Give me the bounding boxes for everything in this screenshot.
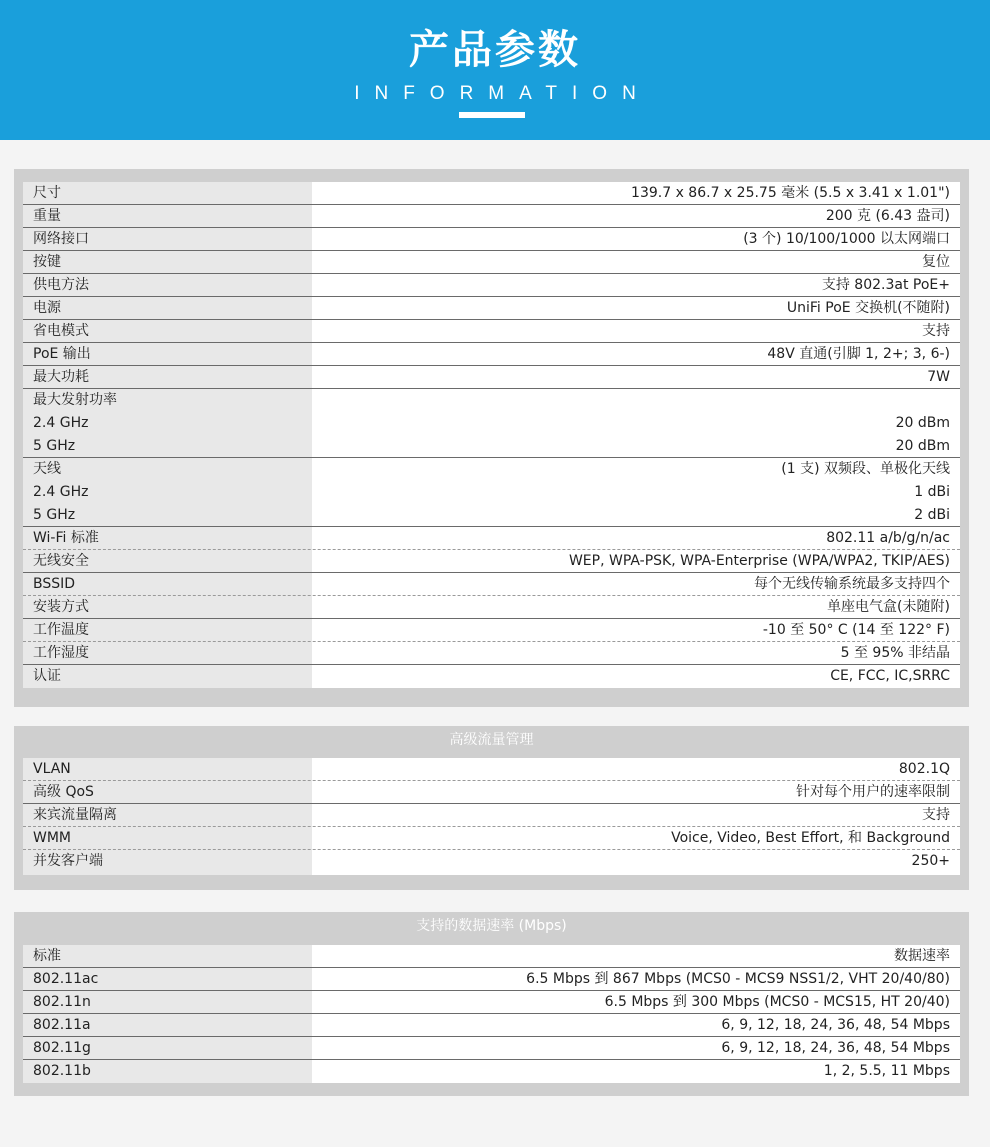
spec-value: 单座电气盒(未随附) bbox=[827, 599, 950, 615]
traffic-row bbox=[23, 827, 960, 850]
spec-row bbox=[23, 573, 960, 596]
spec-label: 2.4 GHz bbox=[33, 415, 89, 431]
spec-label: 最大发射功率 bbox=[33, 392, 117, 408]
spec-label: 工作湿度 bbox=[33, 645, 89, 661]
traffic-panel-title: 高级流量管理 bbox=[449, 732, 534, 748]
spec-row bbox=[23, 435, 960, 458]
spec-value: UniFi PoE 交换机(不随附) bbox=[786, 300, 950, 316]
spec-value: 48V 直通(引脚 1, 2+; 3, 6-) bbox=[767, 346, 950, 362]
spec-row bbox=[23, 343, 960, 366]
spec-label: 网络接口 bbox=[33, 231, 89, 247]
rates-label: 802.11b bbox=[33, 1063, 91, 1079]
spec-row bbox=[23, 504, 960, 527]
spec-row bbox=[23, 619, 960, 642]
rates-label: 802.11a bbox=[33, 1017, 91, 1033]
page-title: 产品参数 bbox=[409, 27, 581, 73]
spec-value: 5 至 95% 非结晶 bbox=[840, 645, 950, 661]
traffic-row bbox=[23, 781, 960, 804]
traffic-row bbox=[23, 804, 960, 827]
spec-label: 重量 bbox=[33, 208, 61, 224]
spec-row bbox=[23, 182, 960, 205]
spec-label: BSSID bbox=[33, 576, 76, 592]
spec-label: 尺寸 bbox=[33, 185, 61, 201]
spec-row bbox=[23, 665, 960, 688]
spec-label: 电源 bbox=[33, 300, 61, 316]
rates-panel-title: 支持的数据速率 (Mbps) bbox=[416, 918, 567, 934]
traffic-label: VLAN bbox=[33, 761, 71, 777]
spec-row bbox=[23, 297, 960, 320]
spec-label: PoE 输出 bbox=[33, 346, 91, 362]
spec-label: 5 GHz bbox=[33, 507, 76, 523]
spec-value: 支持 bbox=[922, 323, 950, 339]
rates-value: 1, 2, 5.5, 11 Mbps bbox=[823, 1063, 950, 1079]
rates-value: 6.5 Mbps 到 300 Mbps (MCS0 - MCS15, HT 20/40) bbox=[604, 994, 950, 1010]
rates-label: 802.11n bbox=[33, 994, 91, 1010]
rates-value: 数据速率 bbox=[894, 948, 950, 964]
spec-value: (3 个) 10/100/1000 以太网端口 bbox=[743, 231, 950, 247]
traffic-value: 针对每个用户的速率限制 bbox=[796, 784, 950, 800]
rates-label: 标准 bbox=[33, 948, 61, 964]
spec-row bbox=[23, 320, 960, 343]
spec-value: 7W bbox=[927, 369, 950, 385]
rates-label: 802.11g bbox=[33, 1040, 91, 1056]
spec-row bbox=[23, 366, 960, 389]
traffic-row bbox=[23, 850, 960, 875]
traffic-label: 并发客户端 bbox=[33, 853, 103, 869]
spec-row bbox=[23, 412, 960, 435]
spec-value: 2 dBi bbox=[914, 507, 950, 523]
spec-label: 安装方式 bbox=[33, 599, 89, 615]
rates-value: 6, 9, 12, 18, 24, 36, 48, 54 Mbps bbox=[721, 1040, 950, 1056]
rates-row bbox=[23, 968, 960, 991]
rates-row bbox=[23, 945, 960, 968]
traffic-value: 支持 bbox=[922, 807, 950, 823]
rates-panel bbox=[14, 912, 969, 1096]
spec-label: 无线安全 bbox=[33, 553, 89, 569]
traffic-label: WMM bbox=[33, 830, 72, 846]
traffic-panel bbox=[14, 726, 969, 890]
spec-value: 每个无线传输系统最多支持四个 bbox=[754, 576, 950, 592]
spec-label: 按键 bbox=[33, 254, 61, 270]
spec-row bbox=[23, 205, 960, 228]
rates-row bbox=[23, 991, 960, 1014]
spec-label: 工作温度 bbox=[33, 622, 89, 638]
specs-table bbox=[23, 182, 960, 688]
spec-label: 天线 bbox=[33, 461, 61, 477]
rates-value: 6, 9, 12, 18, 24, 36, 48, 54 Mbps bbox=[721, 1017, 950, 1033]
spec-value: 802.11 a/b/g/n/ac bbox=[826, 530, 950, 546]
rates-row bbox=[23, 1060, 960, 1083]
spec-label: 最大功耗 bbox=[33, 369, 89, 385]
spec-value: 支持 802.3at PoE+ bbox=[821, 277, 950, 293]
spec-value: 20 dBm bbox=[895, 415, 950, 431]
spec-row bbox=[23, 251, 960, 274]
traffic-row bbox=[23, 758, 960, 781]
spec-value: (1 支) 双频段、单极化天线 bbox=[781, 461, 950, 477]
spec-row bbox=[23, 550, 960, 573]
traffic-label: 高级 QoS bbox=[33, 784, 94, 800]
spec-row bbox=[23, 527, 960, 550]
spec-value: 20 dBm bbox=[895, 438, 950, 454]
spec-row bbox=[23, 458, 960, 481]
spec-row bbox=[23, 274, 960, 297]
spec-row bbox=[23, 228, 960, 251]
traffic-label: 来宾流量隔离 bbox=[33, 807, 117, 823]
page-subtitle: INFORMATION bbox=[354, 83, 651, 104]
spec-value: 200 克 (6.43 盎司) bbox=[825, 208, 950, 224]
rates-table bbox=[23, 945, 960, 1083]
spec-value: -10 至 50° C (14 至 122° F) bbox=[762, 622, 950, 638]
spec-row bbox=[23, 389, 960, 412]
spec-value: 139.7 x 86.7 x 25.75 毫米 (5.5 x 3.41 x 1.01") bbox=[631, 185, 950, 201]
rates-value: 6.5 Mbps 到 867 Mbps (MCS0 - MCS9 NSS1/2, VHT 20/40/80) bbox=[526, 971, 950, 987]
traffic-value: 250+ bbox=[911, 853, 950, 869]
spec-value: 1 dBi bbox=[914, 484, 950, 500]
rates-row bbox=[23, 1037, 960, 1060]
spec-label: Wi-Fi 标准 bbox=[33, 530, 99, 546]
spec-label: 省电模式 bbox=[33, 323, 89, 339]
title-underline bbox=[459, 112, 525, 118]
header-banner bbox=[0, 0, 990, 140]
rates-label: 802.11ac bbox=[33, 971, 99, 987]
spec-row bbox=[23, 596, 960, 619]
traffic-value: Voice, Video, Best Effort, 和 Background bbox=[671, 830, 950, 846]
spec-row bbox=[23, 642, 960, 665]
spec-value: WEP, WPA-PSK, WPA-Enterprise (WPA/WPA2, TKIP/AES) bbox=[568, 553, 950, 569]
spec-label: 5 GHz bbox=[33, 438, 76, 454]
spec-label: 供电方法 bbox=[33, 277, 89, 293]
spec-row bbox=[23, 481, 960, 504]
traffic-value: 802.1Q bbox=[898, 761, 950, 777]
spec-label: 2.4 GHz bbox=[33, 484, 89, 500]
traffic-table bbox=[23, 758, 960, 875]
spec-value: CE, FCC, IC,SRRC bbox=[830, 668, 950, 684]
spec-value: 复位 bbox=[922, 254, 950, 270]
rates-row bbox=[23, 1014, 960, 1037]
specs-panel bbox=[14, 169, 969, 707]
spec-label: 认证 bbox=[33, 668, 61, 684]
